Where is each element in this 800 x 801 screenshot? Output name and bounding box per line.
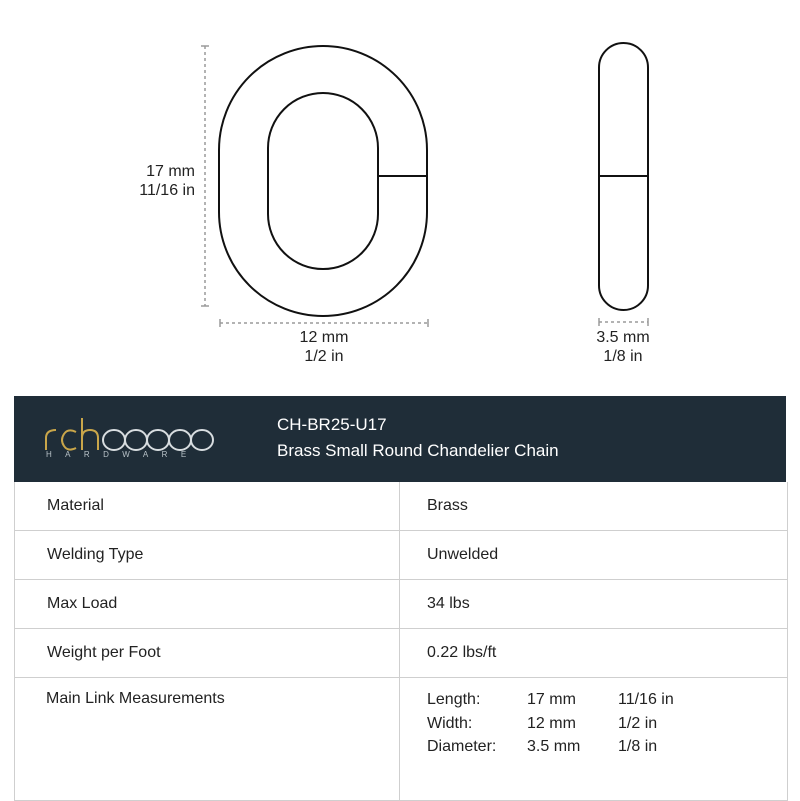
logo-mark bbox=[42, 416, 222, 452]
brand-subtext: HARDWARE bbox=[46, 450, 200, 459]
measurement-mm: 17 mm bbox=[527, 691, 576, 708]
spec-row-max-load bbox=[15, 580, 787, 629]
spec-table bbox=[14, 482, 788, 801]
spec-row-welding-type bbox=[15, 531, 787, 580]
measurement-name: Length: bbox=[427, 691, 481, 708]
width-mm-label: 12 mm bbox=[299, 329, 349, 346]
measurement-in: 11/16 in bbox=[618, 691, 674, 708]
spec-row-weight-per-foot bbox=[15, 629, 787, 678]
thickness-in-label: 1/8 in bbox=[603, 348, 643, 365]
product-code: CH-BR25-U17 bbox=[277, 415, 387, 434]
spec-label: Material bbox=[15, 482, 400, 530]
measurement-diameter bbox=[427, 735, 787, 759]
measurement-width bbox=[427, 712, 787, 736]
measurements-values bbox=[400, 678, 787, 800]
measurement-length bbox=[427, 688, 787, 712]
measurement-name: Width: bbox=[427, 714, 473, 732]
measurement-in: 1/8 in bbox=[618, 738, 658, 755]
link-diagram bbox=[0, 0, 800, 395]
spec-value: Unwelded bbox=[427, 546, 499, 563]
height-mm-label: 17 mm bbox=[146, 163, 195, 180]
spec-label: Main Link Measurements bbox=[15, 678, 400, 800]
spec-row-measurements bbox=[15, 678, 787, 801]
spec-label: Welding Type bbox=[15, 531, 400, 579]
product-name: Brass Small Round Chandelier Chain bbox=[277, 441, 559, 460]
link-front-view bbox=[219, 46, 427, 316]
link-side-view bbox=[599, 43, 648, 310]
measurement-mm: 12 mm bbox=[527, 714, 576, 732]
measurement-mm: 3.5 mm bbox=[527, 738, 581, 755]
spec-value: Brass bbox=[427, 497, 468, 514]
measurement-in: 1/2 in bbox=[618, 714, 658, 732]
spec-value: 0.22 lbs/ft bbox=[427, 644, 497, 661]
spec-value: 34 lbs bbox=[427, 595, 470, 612]
spec-label: Max Load bbox=[15, 580, 400, 628]
spec-row-material bbox=[15, 482, 787, 531]
width-in-label: 1/2 in bbox=[304, 348, 344, 365]
height-in-label: 11/16 in bbox=[139, 182, 195, 199]
measurement-name: Diameter: bbox=[427, 738, 497, 755]
product-header bbox=[14, 396, 786, 482]
thickness-mm-label: 3.5 mm bbox=[596, 329, 650, 346]
spec-label: Weight per Foot bbox=[15, 629, 400, 677]
